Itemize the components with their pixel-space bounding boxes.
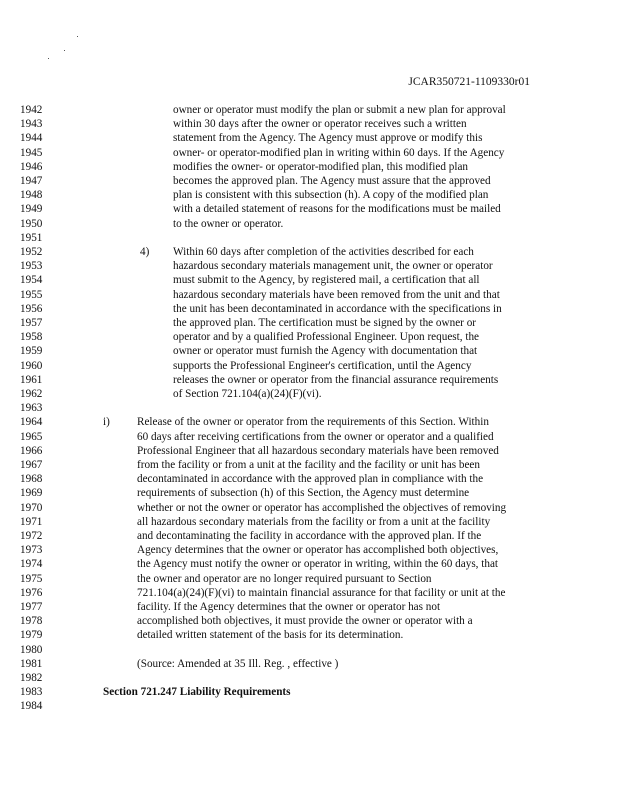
line-text: facility. If the Agency determines that the owner or operator has not — [137, 601, 441, 613]
scan-speck — [77, 36, 78, 37]
document-line — [0, 671, 618, 685]
document-line — [0, 387, 618, 401]
document-line — [0, 117, 618, 131]
document-line — [0, 160, 618, 174]
line-text: operator and by a qualified Professional Engineer. Upon request, the — [173, 331, 480, 344]
document-line — [0, 657, 618, 671]
section-heading: Section 721.247 Liability Requirements — [103, 686, 291, 699]
document-line — [0, 316, 618, 330]
line-text: becomes the approved plan. The Agency must assure that the approved — [173, 175, 491, 187]
line-number: 1978 — [20, 615, 43, 628]
line-number: 1957 — [20, 317, 43, 329]
document-line — [0, 188, 618, 202]
line-text: 60 days after receiving certifications from the owner or operator and a qualified — [137, 430, 494, 443]
line-text: decontaminated in accordance with the approved plan in compliance with the — [137, 473, 484, 486]
document-line — [0, 131, 618, 145]
document-line — [0, 146, 618, 160]
line-number: 1962 — [20, 388, 43, 400]
document-line — [0, 202, 618, 216]
line-number: 1955 — [20, 288, 43, 301]
document-line — [0, 245, 618, 259]
line-number: 1970 — [20, 501, 43, 514]
line-number: 1969 — [20, 487, 43, 500]
line-text: within 30 days after the owner or operator receives such a written — [173, 118, 467, 131]
line-number: 1943 — [20, 118, 43, 131]
document-line — [0, 614, 618, 628]
line-number: 1953 — [20, 260, 43, 273]
line-number: 1946 — [20, 160, 43, 173]
line-number: 1980 — [20, 643, 43, 656]
line-number: 1972 — [20, 530, 43, 542]
line-text: the owner and operator are no longer required pursuant to Section — [137, 572, 432, 585]
document-line — [0, 174, 618, 188]
line-text: to the owner or operator. — [173, 217, 284, 230]
document-line — [0, 273, 618, 287]
document-line — [0, 103, 618, 117]
document-line — [0, 373, 618, 387]
line-number: 1973 — [20, 544, 43, 557]
line-number: 1951 — [20, 231, 43, 244]
line-text: 721.104(a)(24)(F)(vi) to maintain financial assurance for that facility or unit at the — [137, 586, 506, 599]
line-number: 1979 — [20, 629, 43, 642]
line-number: 1981 — [20, 657, 43, 670]
line-number: 1984 — [20, 700, 43, 713]
line-text: Agency determines that the owner or operator has accomplished both objectives, — [137, 544, 499, 557]
document-line — [0, 359, 618, 373]
line-text: owner or operator must furnish the Agency with documentation that — [173, 345, 478, 358]
line-number: 1959 — [20, 345, 43, 358]
line-number: 1947 — [20, 175, 43, 187]
line-text: owner- or operator-modified plan in writing within 60 days. If the Agency — [173, 146, 505, 159]
document-line — [0, 515, 618, 529]
list-marker: 4) — [140, 246, 150, 258]
scan-speck — [64, 50, 65, 51]
list-marker: i) — [103, 416, 110, 429]
document-id: JCAR350721-1109330r01 — [408, 76, 530, 88]
line-text: must submit to the Agency, by registered mail, a certification that all — [173, 274, 480, 287]
document-line — [0, 302, 618, 316]
line-text: detailed written statement of the basis for its determination. — [137, 629, 404, 642]
line-text: owner or operator must modify the plan or submit a new plan for approval — [173, 104, 506, 116]
line-number: 1964 — [20, 416, 43, 429]
line-text: the approved plan. The certification must be signed by the owner or — [173, 317, 477, 329]
document-line — [0, 430, 618, 444]
line-number: 1976 — [20, 586, 43, 599]
document-line — [0, 529, 618, 543]
document-line — [0, 600, 618, 614]
line-number: 1983 — [20, 686, 43, 699]
document-line — [0, 699, 618, 713]
line-text: Professional Engineer that all hazardous secondary materials have been removed — [137, 444, 499, 457]
line-text: accomplished both objectives, it must provide the owner or operator with a — [137, 615, 473, 628]
scan-speck — [48, 58, 49, 59]
document-line — [0, 572, 618, 586]
line-text: from the facility or from a unit at the facility and the facility or unit has been — [137, 459, 480, 471]
line-number: 1960 — [20, 359, 43, 372]
line-text: (Source: Amended at 35 Ill. Reg. , effective ) — [137, 657, 339, 670]
line-number: 1963 — [20, 402, 43, 415]
line-number: 1967 — [20, 459, 43, 471]
document-line — [0, 217, 618, 231]
line-text: and decontaminating the facility in accordance with the approved plan. If the — [137, 530, 482, 542]
document-line — [0, 330, 618, 344]
document-line — [0, 643, 618, 657]
line-text: supports the Professional Engineer's certification, until the Agency — [173, 359, 472, 372]
line-text: with a detailed statement of reasons for the modifications must be mailed — [173, 203, 501, 216]
line-text: hazardous secondary materials have been removed from the unit and that — [173, 288, 500, 301]
line-number: 1982 — [20, 672, 43, 684]
line-number: 1958 — [20, 331, 43, 344]
line-text: requirements of subsection (h) of this Section, the Agency must determine — [137, 487, 470, 500]
document-line — [0, 288, 618, 302]
line-number: 1950 — [20, 217, 43, 230]
line-text: statement from the Agency. The Agency must approve or modify this — [173, 132, 483, 145]
document-line — [0, 259, 618, 273]
line-number: 1961 — [20, 373, 43, 386]
line-number: 1944 — [20, 132, 43, 145]
document-line — [0, 401, 618, 415]
line-text: whether or not the owner or operator has accomplished the objectives of removing — [137, 501, 507, 514]
document-line — [0, 557, 618, 571]
line-text: modifies the owner- or operator-modified plan, this modified plan — [173, 160, 469, 173]
line-number: 1965 — [20, 430, 43, 443]
line-number: 1966 — [20, 444, 43, 457]
line-number: 1952 — [20, 246, 43, 258]
line-text: Release of the owner or operator from the requirements of this Section. Within — [137, 416, 489, 429]
line-text: Within 60 days after completion of the activities described for each — [173, 246, 474, 258]
line-number: 1954 — [20, 274, 43, 287]
line-number: 1977 — [20, 601, 43, 613]
line-text: the Agency must notify the owner or operator in writing, within the 60 days, that — [137, 558, 499, 571]
line-number: 1971 — [20, 515, 43, 528]
line-number: 1949 — [20, 203, 43, 216]
document-line — [0, 444, 618, 458]
document-line — [0, 415, 618, 429]
document-line — [0, 472, 618, 486]
document-line — [0, 458, 618, 472]
line-number: 1945 — [20, 146, 43, 159]
document-line — [0, 231, 618, 245]
line-number: 1975 — [20, 572, 43, 585]
line-number: 1968 — [20, 473, 43, 486]
line-number: 1948 — [20, 189, 43, 202]
document-line — [0, 586, 618, 600]
line-text: all hazardous secondary materials from the facility or from a unit at the facility — [137, 515, 491, 528]
document-line — [0, 685, 618, 699]
line-text: plan is consistent with this subsection (h). A copy of the modified plan — [173, 189, 489, 202]
document-line — [0, 501, 618, 515]
document-line — [0, 543, 618, 557]
line-text: hazardous secondary materials management unit, the owner or operator — [173, 260, 493, 273]
line-number: 1942 — [20, 104, 43, 116]
line-number: 1974 — [20, 558, 43, 571]
document-line — [0, 486, 618, 500]
document-line — [0, 344, 618, 358]
line-text: releases the owner or operator from the financial assurance requirements — [173, 373, 499, 386]
document-line — [0, 628, 618, 642]
line-text: of Section 721.104(a)(24)(F)(vi). — [173, 388, 322, 400]
line-text: the unit has been decontaminated in accordance with the specifications in — [173, 302, 502, 315]
line-number: 1956 — [20, 302, 43, 315]
